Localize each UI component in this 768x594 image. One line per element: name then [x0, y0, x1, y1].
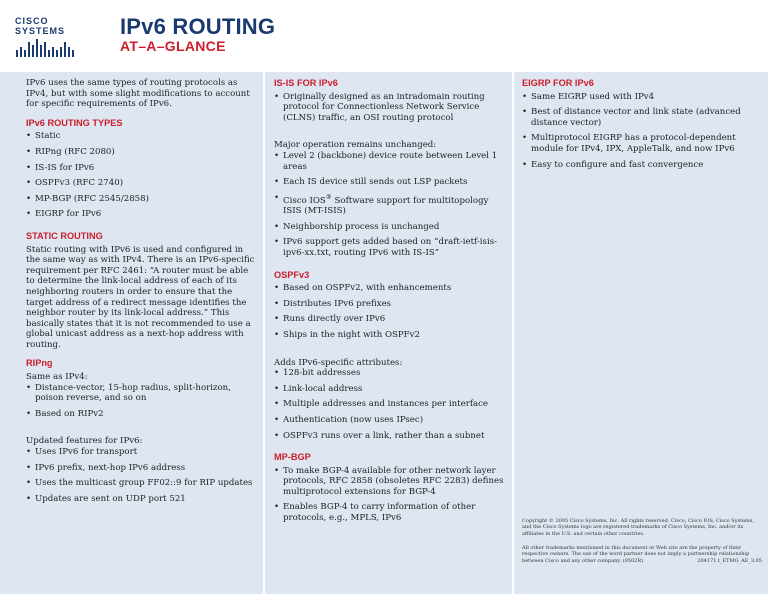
- list-item: • Based on RIPv2: [26, 409, 257, 420]
- eigrp-list: [522, 92, 762, 171]
- cisco-bridge-icon: [15, 36, 77, 58]
- list-item: • Enables BGP-4 to carry information of other protocols, e.g., MPLS, IPv6: [274, 502, 506, 523]
- ospfv3-attributes-list: [274, 368, 506, 441]
- copyright-notice: Copyright © 2005 Cisco Systems, Inc. All rights reserved. Cisco, Cisco IOS, Cisco Systems, and the Cisco Systems logo are registered trademarks of Cisco Systems, Inc. and/or its affiliates in the U.S. and certain other countries.: [522, 518, 754, 537]
- column-middle: [265, 72, 512, 594]
- column-right: [514, 72, 768, 594]
- page-subtitle: AT–A–GLANCE: [120, 38, 226, 54]
- column-left: [0, 72, 263, 594]
- static-routing-text: Static routing with IPv6 is used and configured in the same way as with IPv4. There is an IPv6-specific requirement per RFC 2461: “A router must be able to determine the link-local address of each of its neighboring routers in order to ensure that the target address of a redirect message identifies the neighbor router by its link-local address.” This basically states that it is not recommended to use a global unicast address as a next-hop address with routing.: [26, 244, 255, 350]
- list-item: • Level 2 (backbone) device route between Level 1 areas: [274, 151, 506, 172]
- page-title: IPv6 ROUTING: [120, 14, 276, 39]
- list-item: • Static: [26, 131, 257, 142]
- list-item: • Multiple addresses and instances per interface: [274, 399, 506, 410]
- routing-types-list: [26, 131, 257, 220]
- ospfv3-lead: Adds IPv6-specific attributes:: [274, 357, 403, 368]
- list-item: • Multiprotocol EIGRP has a protocol-dependent module for IPv4, IPX, AppleTalk, and now IPv6: [522, 133, 762, 154]
- list-item: • Originally designed as an intradomain routing protocol for Connectionless Network Service (CLNS) traffic, an OSI routing protocol: [274, 92, 506, 124]
- list-item: • Based on OSPFv2, with enhancements: [274, 283, 506, 294]
- list-item: • IPv6 prefix, next-hop IPv6 address: [26, 463, 257, 474]
- list-item: • 128-bit addresses: [274, 368, 506, 379]
- list-item: • Runs directly over IPv6: [274, 314, 506, 325]
- ripng-lead-same: Same as IPv4:: [26, 372, 88, 383]
- list-item: • Easy to configure and fast convergence: [522, 160, 762, 171]
- eigrp-heading: EIGRP FOR IPv6: [522, 78, 594, 88]
- list-item: • Uses IPv6 for transport: [26, 447, 257, 458]
- cisco-logo: [15, 16, 85, 52]
- list-item: • OSPFv3 runs over a link, rather than a subnet: [274, 431, 506, 442]
- ripng-lead-updated: Updated features for IPv6:: [26, 436, 143, 447]
- list-item: • To make BGP-4 available for other network layer protocols, RFC 2858 (obsoletes RFC 2283) defines multiprotocol extensions for BGP-4: [274, 466, 506, 498]
- list-item: • IS-IS for IPv6: [26, 163, 257, 174]
- list-item: • Best of distance vector and link state (advanced distance vector): [522, 107, 762, 128]
- mpbgp-heading: MP-BGP: [274, 452, 311, 463]
- static-routing-heading: STATIC ROUTING: [26, 230, 103, 241]
- list-item: [274, 193, 506, 217]
- list-item: • Authentication (now uses IPsec): [274, 415, 506, 426]
- list-item: • OSPFv3 (RFC 2740): [26, 178, 257, 189]
- list-item: • Link-local address: [274, 384, 506, 395]
- trademark-text: All other trademarks mentioned in this document or Web site are the property of their respective owners. The use of the word partner does not imply a partnership relationship between Cisco and any other company. (0502R): [522, 545, 750, 564]
- routing-types-heading: IPv6 ROUTING TYPES: [26, 117, 123, 128]
- header: [0, 0, 768, 64]
- list-item: • Same EIGRP used with IPv4: [522, 92, 762, 103]
- intro-text: IPv6 uses the same types of routing protocols as IPv4, but with some slight modifications to account for specific requirements of IPv6.: [26, 78, 250, 110]
- trademark-notice: [522, 545, 762, 564]
- document-id: 204171.t_ETMG_AE_3.05: [697, 557, 762, 564]
- isis-intro-list: [274, 92, 506, 124]
- cisco-ios-support-text: Software support for multitopology ISIS (MT-ISIS): [283, 195, 489, 217]
- registered-mark: ®: [325, 193, 332, 201]
- list-item: • EIGRP for IPv6: [26, 209, 257, 220]
- ripng-same-list: [26, 383, 257, 420]
- list-item: • Distance-vector, 15-hop radius, split-horizon, poison reverse, and so on: [26, 383, 257, 404]
- ripng-heading: RIPng: [26, 358, 53, 369]
- list-item: • Each IS device still sends out LSP packets: [274, 177, 506, 188]
- list-item: • Ships in the night with OSPFv2: [274, 330, 506, 341]
- logo-text: CISCO SYSTEMS: [15, 16, 66, 36]
- mpbgp-list: [274, 466, 506, 524]
- list-item: • Updates are sent on UDP port 521: [26, 494, 257, 505]
- ospfv3-heading: OSPFv3: [274, 269, 310, 280]
- isis-operation-list: [274, 151, 506, 259]
- list-item: • Distributes IPv6 prefixes: [274, 299, 506, 310]
- list-item: • RIPng (RFC 2080): [26, 147, 257, 158]
- ripng-updated-list: [26, 447, 257, 504]
- list-item: • IPv6 support gets added based on “draft-ietf-isis-ipv6-xx.txt, routing IPv6 with IS-IS”: [274, 237, 506, 258]
- list-item: • Neighborship process is unchanged: [274, 222, 506, 233]
- isis-lead: Major operation remains unchanged:: [274, 140, 437, 151]
- isis-heading: IS-IS FOR IPv6: [274, 78, 338, 88]
- list-item: • Uses the multicast group FF02::9 for RIP updates: [26, 478, 257, 489]
- cisco-ios-text: Cisco IOS: [283, 195, 326, 206]
- list-item: • MP-BGP (RFC 2545/2858): [26, 194, 257, 205]
- ospfv3-list: [274, 283, 506, 340]
